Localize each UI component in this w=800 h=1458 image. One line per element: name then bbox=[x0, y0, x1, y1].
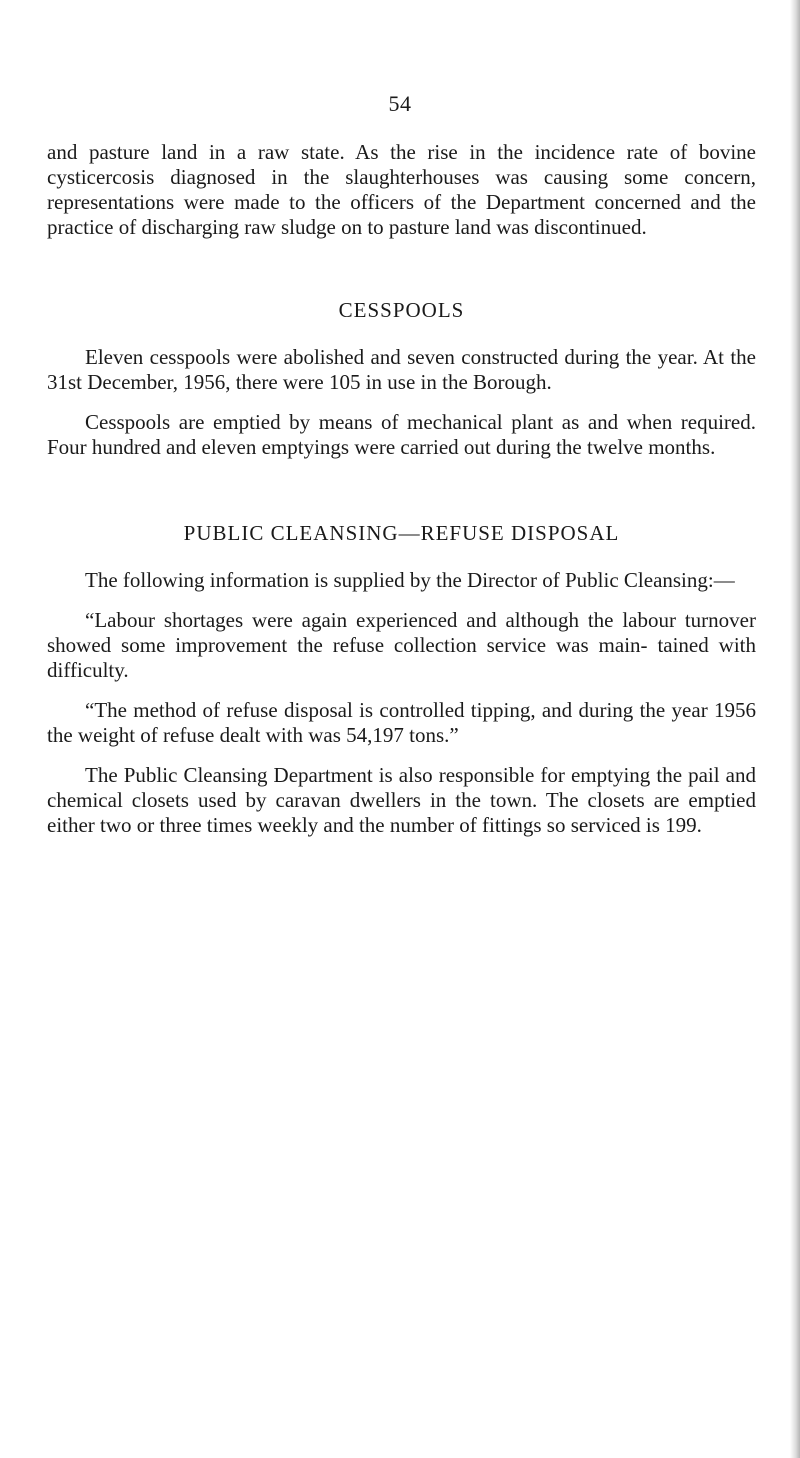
cesspools-paragraph-1: Eleven cesspools were abolished and seven constructed during the year. At the 31st December, 1956, there were 105 in use in the Borough. bbox=[47, 345, 756, 394]
section-heading-public-cleansing: PUBLIC CLEANSING—REFUSE DISPOSAL bbox=[183, 521, 620, 545]
cesspools-paragraph-2: Cesspools are emptied by means of mechanical plant as and when required. Four hundred and eleven emptyings were carried out during the twelve months. bbox=[47, 410, 756, 459]
cleansing-paragraph-1: The following information is supplied by the Director of Public Cleansing:— bbox=[85, 568, 735, 592]
page-number: 54 bbox=[388, 91, 412, 116]
cleansing-paragraph-4: The Public Cleansing Department is also responsible for emptying the pail and chemical closets used by caravan dwellers in the town. The closets are emptied either two or three times weekly and the number of fittings so serviced is 199. bbox=[47, 763, 756, 837]
intro-paragraph: and pasture land in a raw state. As the rise in the incidence rate of bovine cysticercosis diagnosed in the slaughterhouses was causing some concern, representations were made to the officers of the Department concerned and the practice of discharging raw sludge on to pasture land was discontinued. bbox=[47, 140, 756, 239]
section-heading-cesspools: CESSPOOLS bbox=[338, 298, 465, 322]
cleansing-paragraph-3: “The method of refuse disposal is controlled tipping, and during the year 1956 the weight of refuse dealt with was 54,197 tons.” bbox=[47, 698, 756, 747]
cleansing-paragraph-2: “Labour shortages were again experienced and although the labour turnover showed some improvement the refuse collection service was main- tained with difficulty. bbox=[47, 608, 756, 682]
page-edge-shadow bbox=[790, 0, 800, 1458]
page-body bbox=[47, 140, 756, 838]
